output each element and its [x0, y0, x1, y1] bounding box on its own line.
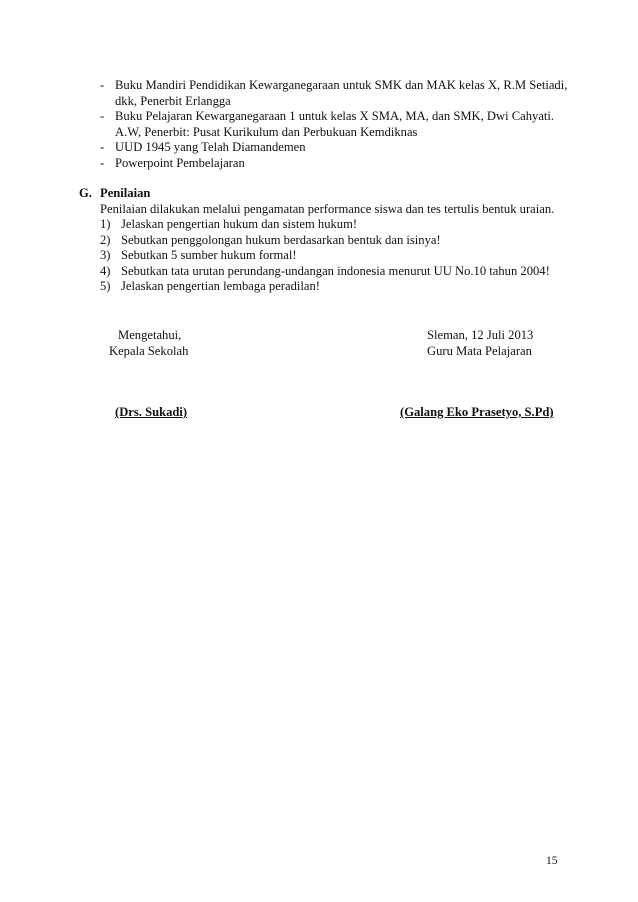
reference-text: Buku Pelajaran Kewarganegaraan 1 untuk kelas X SMA, MA, dan SMK, Dwi Cahyati. A.W, Penerbit: Pusat Kurikulum dan Perbukuan Kemdiknas	[115, 109, 555, 139]
assessment-section	[79, 186, 579, 295]
question-text: Sebutkan penggolongan hukum berdasarkan bentuk dan isinya!	[121, 232, 441, 247]
question-item	[100, 279, 579, 295]
section-letter: G.	[79, 186, 92, 200]
reference-list	[100, 78, 570, 171]
bullet-dash: -	[100, 78, 105, 92]
reference-item	[100, 78, 570, 109]
section-intro: Penilaian dilakukan melalui pengamatan performance siswa dan tes tertulis bentuk uraian.	[100, 201, 555, 216]
question-list	[100, 217, 579, 295]
question-item	[100, 233, 579, 249]
place-date: Sleman, 12 Juli 2013	[427, 328, 534, 342]
bullet-dash: -	[100, 109, 105, 123]
question-item	[100, 264, 579, 280]
reference-text: UUD 1945 yang Telah Diamandemen	[115, 140, 306, 154]
bullet-dash: -	[100, 155, 105, 170]
question-number: 5)	[100, 279, 111, 293]
question-number: 2)	[100, 232, 111, 247]
page-number: 15	[546, 855, 558, 867]
bullet-dash: -	[100, 140, 105, 154]
question-text: Sebutkan 5 sumber hukum formal!	[121, 248, 297, 262]
question-number: 1)	[100, 217, 111, 231]
principal-name: (Drs. Sukadi)	[115, 405, 188, 419]
reference-item	[100, 109, 570, 140]
teacher-signature-block	[427, 328, 587, 359]
reference-item	[100, 156, 570, 172]
section-title: Penilaian	[100, 186, 151, 200]
reference-text: Powerpoint Pembelajaran	[115, 155, 245, 170]
question-number: 3)	[100, 248, 111, 262]
question-number: 4)	[100, 263, 111, 278]
teacher-name: (Galang Eko Prasetyo, S.Pd)	[400, 405, 554, 419]
reference-item	[100, 140, 570, 156]
question-text: Jelaskan pengertian hukum dan sistem hukum!	[121, 217, 358, 231]
question-text: Sebutkan tata urutan perundang-undangan indonesia menurut UU No.10 tahun 2004!	[121, 263, 550, 278]
principal-title: Kepala Sekolah	[109, 343, 189, 358]
question-item	[100, 248, 579, 264]
section-body	[79, 202, 579, 295]
section-heading	[79, 186, 579, 202]
reference-text: Buku Mandiri Pendidikan Kewarganegaraan untuk SMK dan MAK kelas X, R.M Setiadi, dkk, Penerbit Erlangga	[115, 78, 568, 108]
question-text: Jelaskan pengertian lembaga peradilan!	[121, 279, 320, 293]
question-item	[100, 217, 579, 233]
teacher-title: Guru Mata Pelajaran	[427, 343, 532, 358]
principal-signature-block	[109, 328, 259, 359]
acknowledgement-label: Mengetahui,	[118, 328, 182, 342]
